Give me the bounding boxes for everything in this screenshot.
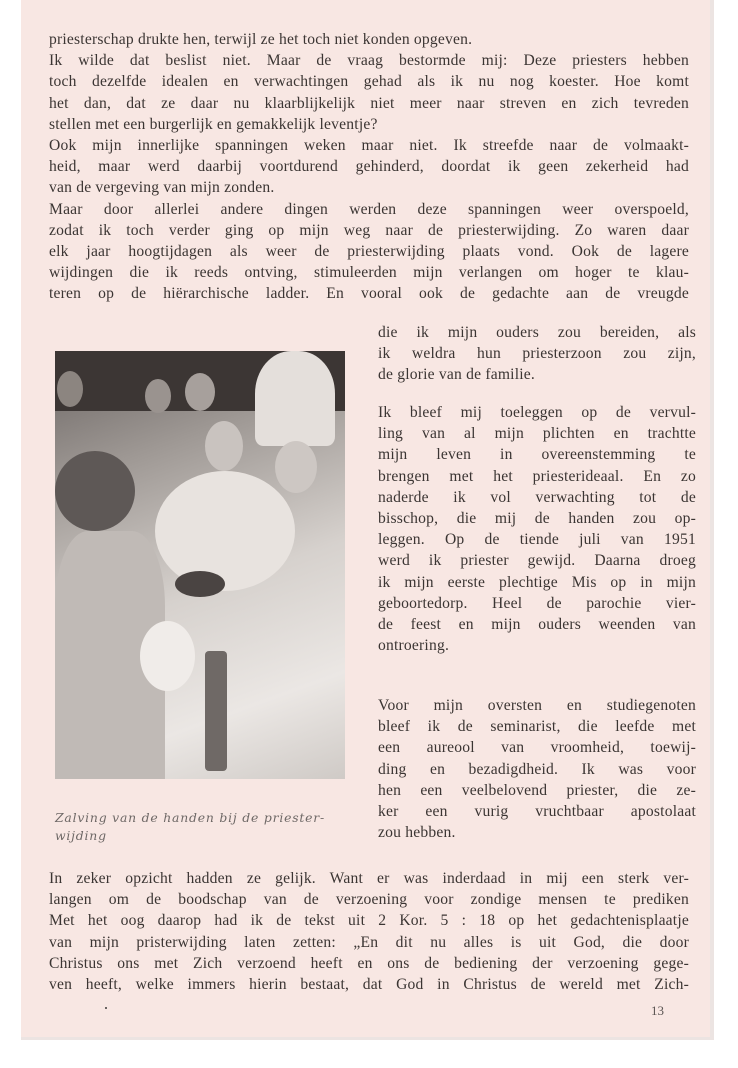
bottom-text-block	[49, 868, 689, 995]
text-line: zou hebben.	[378, 824, 456, 842]
text-line: leggen. Op de tiende juli van 1951	[378, 531, 696, 549]
right-column-paragraph-2	[378, 402, 696, 656]
text-line: Christus ons met Zich verzoend heeft en ons de bediening der verzoening gege-	[49, 954, 689, 972]
text-line: werd ik priester gewijd. Daarna droeg	[378, 552, 696, 570]
text-line: Ik bleef mij toeleggen op de vervul-	[378, 404, 696, 421]
text-line: ik weldra hun priesterzoon zou zijn,	[378, 345, 696, 363]
text-line: van de vergeving van mijn zonden.	[49, 179, 275, 197]
text-line: priesterschap drukte hen, terwijl ze het toch niet konden opgeven.	[49, 31, 473, 48]
text-line: ik mijn eerste plechtige Mis op in mijn	[378, 573, 696, 591]
text-line: bleef ik de seminarist, die leefde met	[378, 718, 696, 736]
text-line: Met het oog daarop had ik de tekst uit 2 Kor. 5 : 18 op het gedachtenisplaatje	[49, 912, 689, 930]
text-line: de glorie van de familie.	[378, 366, 535, 384]
right-column-paragraph-1	[378, 322, 696, 386]
text-line: die ik mijn ouders zou bereiden, als	[378, 324, 696, 341]
print-speck	[105, 1007, 107, 1009]
photo-caption	[55, 809, 355, 845]
text-line: ven heeft, welke immers hierin bestaat, dat God in Christus de wereld met Zich-	[49, 975, 689, 993]
ordination-photo	[55, 351, 345, 779]
text-line: bisschop, die mij de handen zou op-	[378, 509, 696, 527]
text-line: Voor mijn oversten en studiegenoten	[378, 697, 696, 714]
page-number: 13	[651, 1003, 664, 1018]
text-line: hen een veelbelovend priester, die ze-	[378, 781, 696, 799]
text-line: naderde ik vol verwachting tot de	[378, 488, 696, 506]
text-line: heid, maar werd daarbij voortdurend gehinderd, doordat ik geen zekerheid had	[49, 158, 689, 176]
text-line: langen om de boodschap van de verzoening voor zondige mensen te prediken	[49, 891, 689, 909]
text-line: teren op de hiërarchische ladder. En vooral ook de gedachte aan de vreugde	[49, 285, 689, 303]
text-line: een aureool van vroomheid, toewij-	[378, 739, 696, 757]
text-line: ker een vurig vruchtbaar apostolaat	[378, 802, 696, 820]
text-line: elk jaar hoogtijdagen als weer de priesterwijding plaats vond. Ook de lagere	[49, 242, 689, 260]
text-line: toch dezelfde idealen en verwachtingen gehad als ik nu nog koester. Hoe komt	[49, 73, 689, 91]
text-line: ding en bezadigdheid. Ik was voor	[378, 760, 696, 778]
text-line: geboortedorp. Heel de parochie vier-	[378, 594, 696, 612]
text-line: In zeker opzicht hadden ze gelijk. Want er was inderdaad in mij een sterk ver-	[49, 870, 689, 887]
text-line: van mijn pristerwijding laten zetten: „En dit nu alles is uit God, die door	[49, 933, 689, 951]
text-line: ling van al mijn plichten en trachtte	[378, 425, 696, 443]
text-line: zodat ik toch verder ging op mijn weg naar de priesterwijding. Zo waren daar	[49, 221, 689, 239]
text-line: de feest en mijn ouders weenden van	[378, 615, 696, 633]
text-line: Ik wilde dat beslist niet. Maar de vraag bestormde mij: Deze priesters hebben	[49, 52, 689, 70]
caption-line: Zalving van de handen bij de priester-	[55, 810, 326, 825]
text-line: stellen met een burgerlijk en gemakkelijk leventje?	[49, 115, 378, 133]
text-line: wijdingen die ik reeds ontving, stimuleerden mijn verlangen om hoger te klau-	[49, 264, 689, 282]
book-page	[21, 0, 714, 1040]
text-line: mijn leven in overeenstemming te	[378, 446, 696, 464]
text-line: Maar door allerlei andere dingen werden deze spanningen weer overspoeld,	[49, 200, 689, 218]
top-text-block	[49, 29, 689, 304]
text-line: Ook mijn innerlijke spanningen weken maar niet. Ik streefde naar de volmaakt-	[49, 136, 689, 154]
right-column-paragraph-3	[378, 695, 696, 843]
text-line: het dan, dat ze daar nu klaarblijkelijk niet meer naar streven en zich tevreden	[49, 94, 689, 112]
text-line: ontroering.	[378, 637, 450, 655]
text-line: brengen met het priesterideaal. En zo	[378, 467, 696, 485]
caption-line: wijding	[55, 828, 107, 843]
